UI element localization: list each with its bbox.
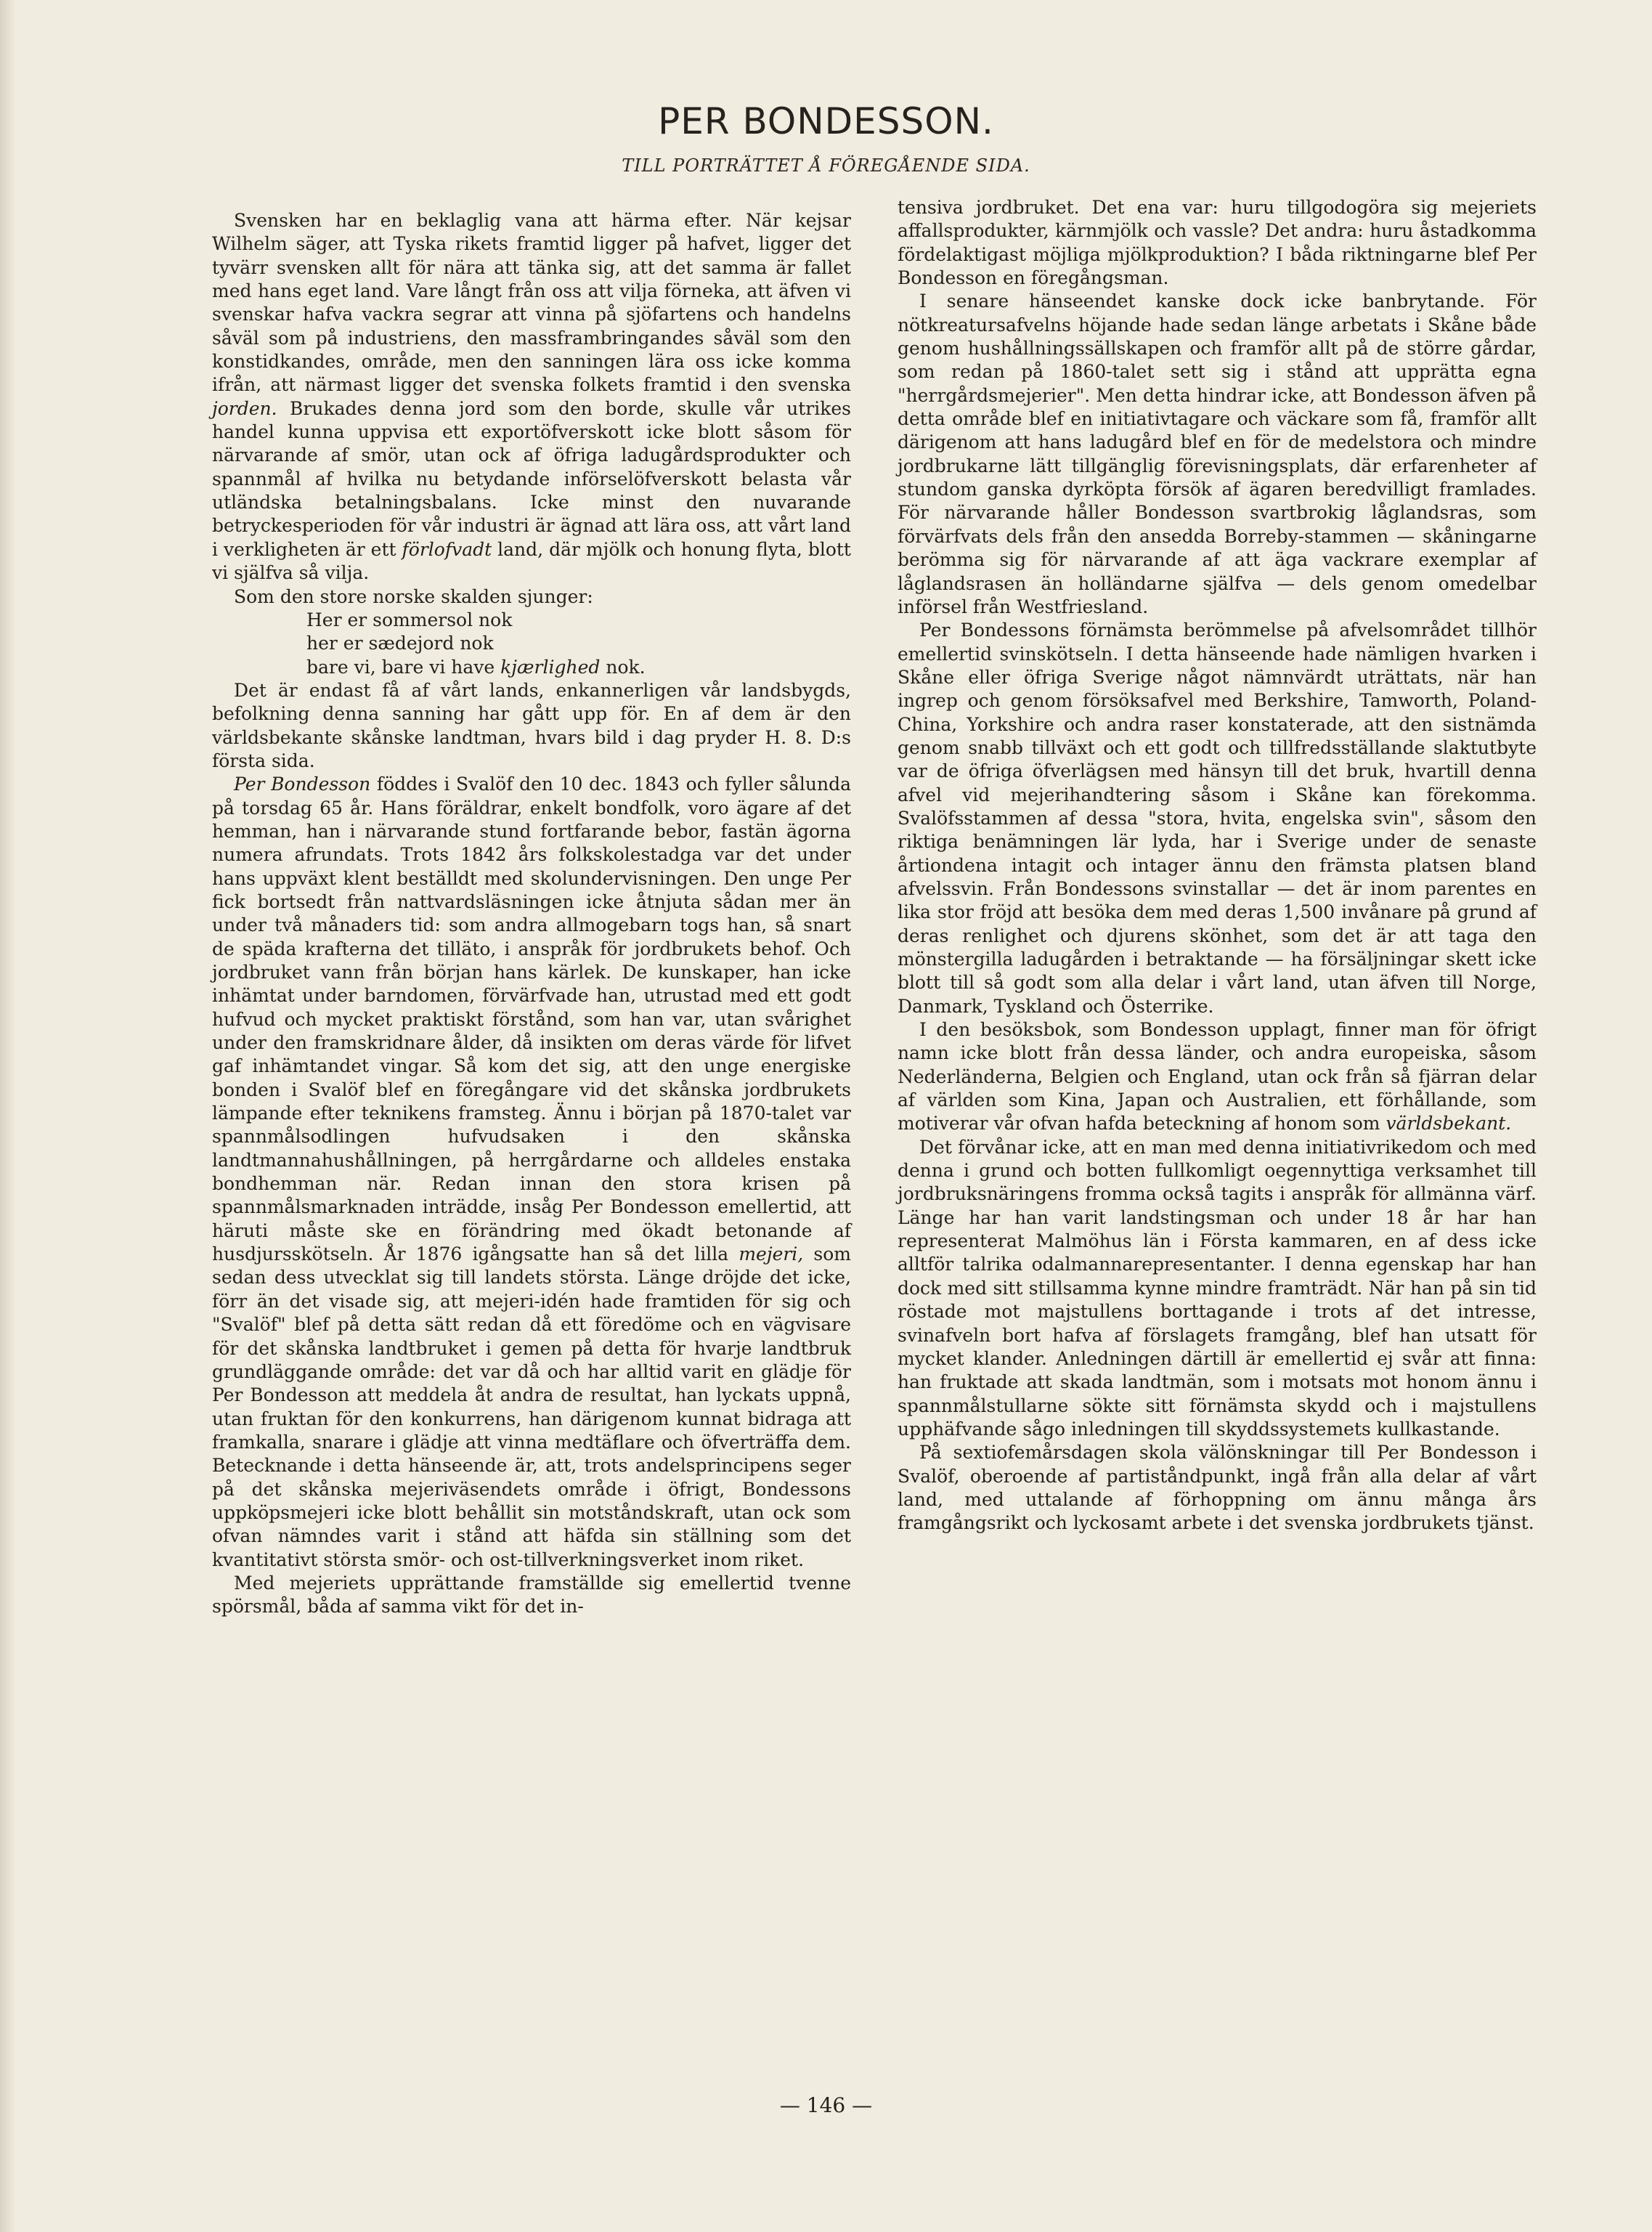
emphasis: mejeri, <box>738 1243 804 1265</box>
paragraph-text: Svensken har en beklaglig vana att härma efter. När kejsar Wilhelm säger, att Tyska rikets framtid ligger på hafvet, ligger det tyvärr svensken allt för nära att tänka sig, att det samma är fallet med hans eget land. Vare långt från oss att vilja förneka, att äfven vi svenskar hafva vackra segrar att vinna på sjöfartens och handelns såväl som på industriens, den massframbringandes såväl som den konstidkandes, område, men den sanningen lära oss icke komma ifrån, att närmast ligger det svenska folkets framtid i den svenska <box>212 210 851 396</box>
paragraph-text: som sedan dess utvecklat sig till landets största. Länge dröjde det icke, förr än det visade sig, att mejeri-idén hade framtiden för sig och "Svalöf" blef på detta sätt redan då ett föredöme och en vägvisare för det skånska landtbruket i gemen på detta för hvarje landtbruk grundläggande område: det var då och har alltid varit en glädje för Per Bondesson att meddela åt andra de resultat, han lyckats uppnå, utan fruktan för den konkurrens, han därigenom kunnat bidraga att framkalla, snarare i glädje att vinna medtäflare och öfverträffa dem. Betecknande i detta hänseende är, att, trots andelsprincipens seger på det skånska mejeriväsendets område i öfrigt, Bondessons uppköpsmejeri icke blott behållit sin motståndskraft, utan ock som ofvan nämndes varit i stånd att häfda sin ställning som det kvantitativt största smör- och ost-tillverkningsverket inom riket. <box>212 1243 851 1570</box>
article-title: PER BONDESSON. <box>658 100 994 142</box>
paragraph: Per Bondessons förnämsta berömmelse på afvelsområdet tillhör emellertid svinskötseln. I detta hänseende hade nämligen hvarken i Skåne eller öfriga Sverige något nämnvärdt uträttats, när han ingrep och genom försöksafvel med Berkshire, Tamworth, Poland-China, Yorkshire och andra raser konstaterade, att den sistnämda genom snabb tillväxt och ett godt och tillfredsställande slaktutbyte var de öfriga öfverlägsen med hänsyn till det bruk, hvartill denna afvel vid mejerihandtering såsom i Skåne kan förekomma. Svalöfsstammen af dessa "stora, hvita, engelska svin", såsom den riktiga benämningen lär lyda, har i Sverige under de senaste årtiondena intagit och intager ännu den främsta platsen bland afvelssvin. Från Bondessons svinstallar — det är inom parentes en lika stor fröjd att besöka dem med deras 1,500 invånare på grund af deras renlighet och djurens skönhet, som det är att taga den mönstergilla ladugården i betraktande — ha försäljningar skett icke blott till så godt som alla delar i vårt land, utan äfven till Norge, Danmark, Tyskland och Österrike. <box>898 620 1537 1017</box>
paragraph: Med mejeriets upprättande framställde sig emellertid tvenne spörsmål, båda af samma vikt för det in- <box>212 1572 851 1618</box>
paragraph: På sextiofemårsdagen skola välönskningar till Per Bondesson i Svalöf, oberoende af partiståndpunkt, ingå från alla delar af vårt land, med uttalande af förhoppning om ännu många års framgångsrikt och lyckosamt arbete i det svenska jordbrukets tjänst. <box>898 1442 1537 1534</box>
poem-line-text: nok. <box>600 656 646 678</box>
paragraph-text: föddes i Svalöf den 10 dec. 1843 och fyller sålunda på torsdag 65 år. Hans föräldrar, enkelt bondfolk, voro ägare af det hemman, han i närvarande stund fortfarande bebor, fastän ägorna numera afrundats. Trots 1842 års folkskolestadga var det under hans uppväxt klent beställdt med skolundervisningen. Den unge Per fick bortsedt från nattvardsläsningen icke åtnjuta sådan mer än under två månaders tid: som andra allmogebarn togs han, så snart de späda krafterna det tilläto, i anspråk för jordbrukets behof. Och jordbruket vann från början hans kärlek. De kunskaper, han icke inhämtat under barndomen, förvärfvade han, utrustad med ett godt hufvud och mycket praktiskt förstånd, som han var, utan svårighet under den framskridnare ålder, då insikten om deras värde för lifvet gaf inhämtandet vingar. Så kom det sig, att den unge energiske bonden i Svalöf blef en föregångare vid det skånska jordbrukets lämpande efter teknikens framsteg. Ännu i början på 1870-talet var spannmålsodlingen hufvudsaken i den skånska landtmannahushållningen, på herrgårdarne och alldeles enstaka bondhemman när. Redan innan den stora krisen på spannmålsmarknaden inträdde, insåg Per Bondesson emellertid, att häruti måste ske en förändring med ökadt betonande af husdjursskötseln. År 1876 igångsatte han så det lilla <box>212 774 851 1265</box>
paragraph: I senare hänseendet kanske dock icke banbrytande. För nötkreatursafvelns höjande hade sedan länge arbetats i Skåne både genom hushållningssällskapen och framför allt på de större gårdar, som redan på 1860-talet sett sig i stånd att upprätta egna "herrgårdsmejerier". Men detta hindrar icke, att Bondesson äfven på detta område blef en initiativtagare och väckare som få, framför allt därigenom att hans ladugård blef en för de medelstora och mindre jordbrukarne lätt tillgänglig förevisningsplats, där erfarenheter af stundom ganska dyrköpta försök af ägaren beredvilligt framlades. För närvarande håller Bondesson svartbrokig låglandsras, som förvärfvats dels från den ansedda Borreby-stammen — skåningarne berömma sig för närvarande af att äga vackrare exemplar af låglandsrasen än holländarne själfva — dels genom omedelbar införsel från Westfriesland. <box>898 291 1537 617</box>
paragraph <box>898 1018 1537 1136</box>
poem-line: Her er sommersol nok <box>306 609 513 630</box>
left-column <box>212 209 851 1619</box>
poem-line <box>306 656 851 679</box>
emphasis: förlofvadt <box>402 538 492 560</box>
paragraph-text: Brukades denna jord som den borde, skulle vår utrikes handel kunna uppvisa ett exportöfverskott icke blott såsom för närvarande af smör, utan ock af öfriga ladugårdsprodukter och spannmål af hvilka nu betydande införselöfverskott belasta vår utländska betalningsbalans. Icke minst den nuvarande betryckesperioden för vår industri är ägnad att lära oss, att vårt land i verkligheten är ett <box>212 397 851 560</box>
poem-line-text: bare vi, bare vi have <box>306 656 501 678</box>
right-column <box>898 196 1537 1535</box>
paragraph <box>212 773 851 1572</box>
page-number: — 146 — <box>779 2093 873 2117</box>
emphasis: jorden. <box>212 397 277 419</box>
emphasis: världsbekant. <box>1386 1113 1512 1135</box>
paragraph: tensiva jordbruket. Det ena var: huru tillgodogöra sig mejeriets affallsprodukter, kärnmjölk och vassle? Det andra: huru åstadkomma fördelaktigast möjliga mjölkproduktion? I båda riktningarne blef Per Bondesson en föregångsman. <box>898 197 1537 289</box>
poem-quote <box>306 609 851 679</box>
paragraph-text: I den besöksbok, som Bondesson upplagt, finner man för öfrigt namn icke blott från dessa länder, och andra europeiska, såsom Nederländerna, Belgien och England, utan ock från så fjärran delar af världen som Kina, Japan och Australien, ett förhållande, som motiverar vår ofvan hafda beteckning af honom som <box>898 1019 1537 1135</box>
paragraph: Det är endast få af vårt lands, enkannerligen vår landsbygds, befolkning denna sanning har gått upp för. En af dem är den världsbekante skånske landtman, hvars bild i dag pryder H. 8. D:s första sida. <box>212 679 851 771</box>
emphasis: Per Bondesson <box>234 774 371 795</box>
emphasis: kjærlighed <box>500 656 601 678</box>
poem-line: her er sædejord nok <box>306 633 494 654</box>
paragraph <box>212 209 851 585</box>
paragraph-text: land, där mjölk och honung flyta, blott vi själfva så vilja. <box>212 538 851 584</box>
paragraph: Som den store norske skalden sjunger: <box>234 585 593 607</box>
paragraph: Det förvånar icke, att en man med denna initiativrikedom och med denna i grund och botten fullkomligt oegennyttiga verksamhet till jordbruksnäringens fromma också tagits i anspråk för allmänna värf. Länge har han varit landstingsman och under 18 år har han representerat Malmöhus län i Första kammaren, en af dess icke alltför talrika odalmannarepresentanter. I denna egenskap har han dock med sitt stillsamma kynne mindre framträdt. När han på sin tid röstade mot majstullens borttagande i trots af det intresse, svinafveln bort hafva af förslagets framgång, blef han utsatt för mycket klander. Anledningen därtill är emellertid ej svår att finna: han fruktade att skada landtmän, som i motsats mot honom ännu i spannmålstullarne sökte sitt förnämsta skydd och i majstullens upphäfvande sågo inledningen till skyddssystemets kullkastande. <box>898 1136 1537 1440</box>
article-subtitle: TILL PORTRÄTTET Å FÖREGÅENDE SIDA. <box>622 155 1030 176</box>
